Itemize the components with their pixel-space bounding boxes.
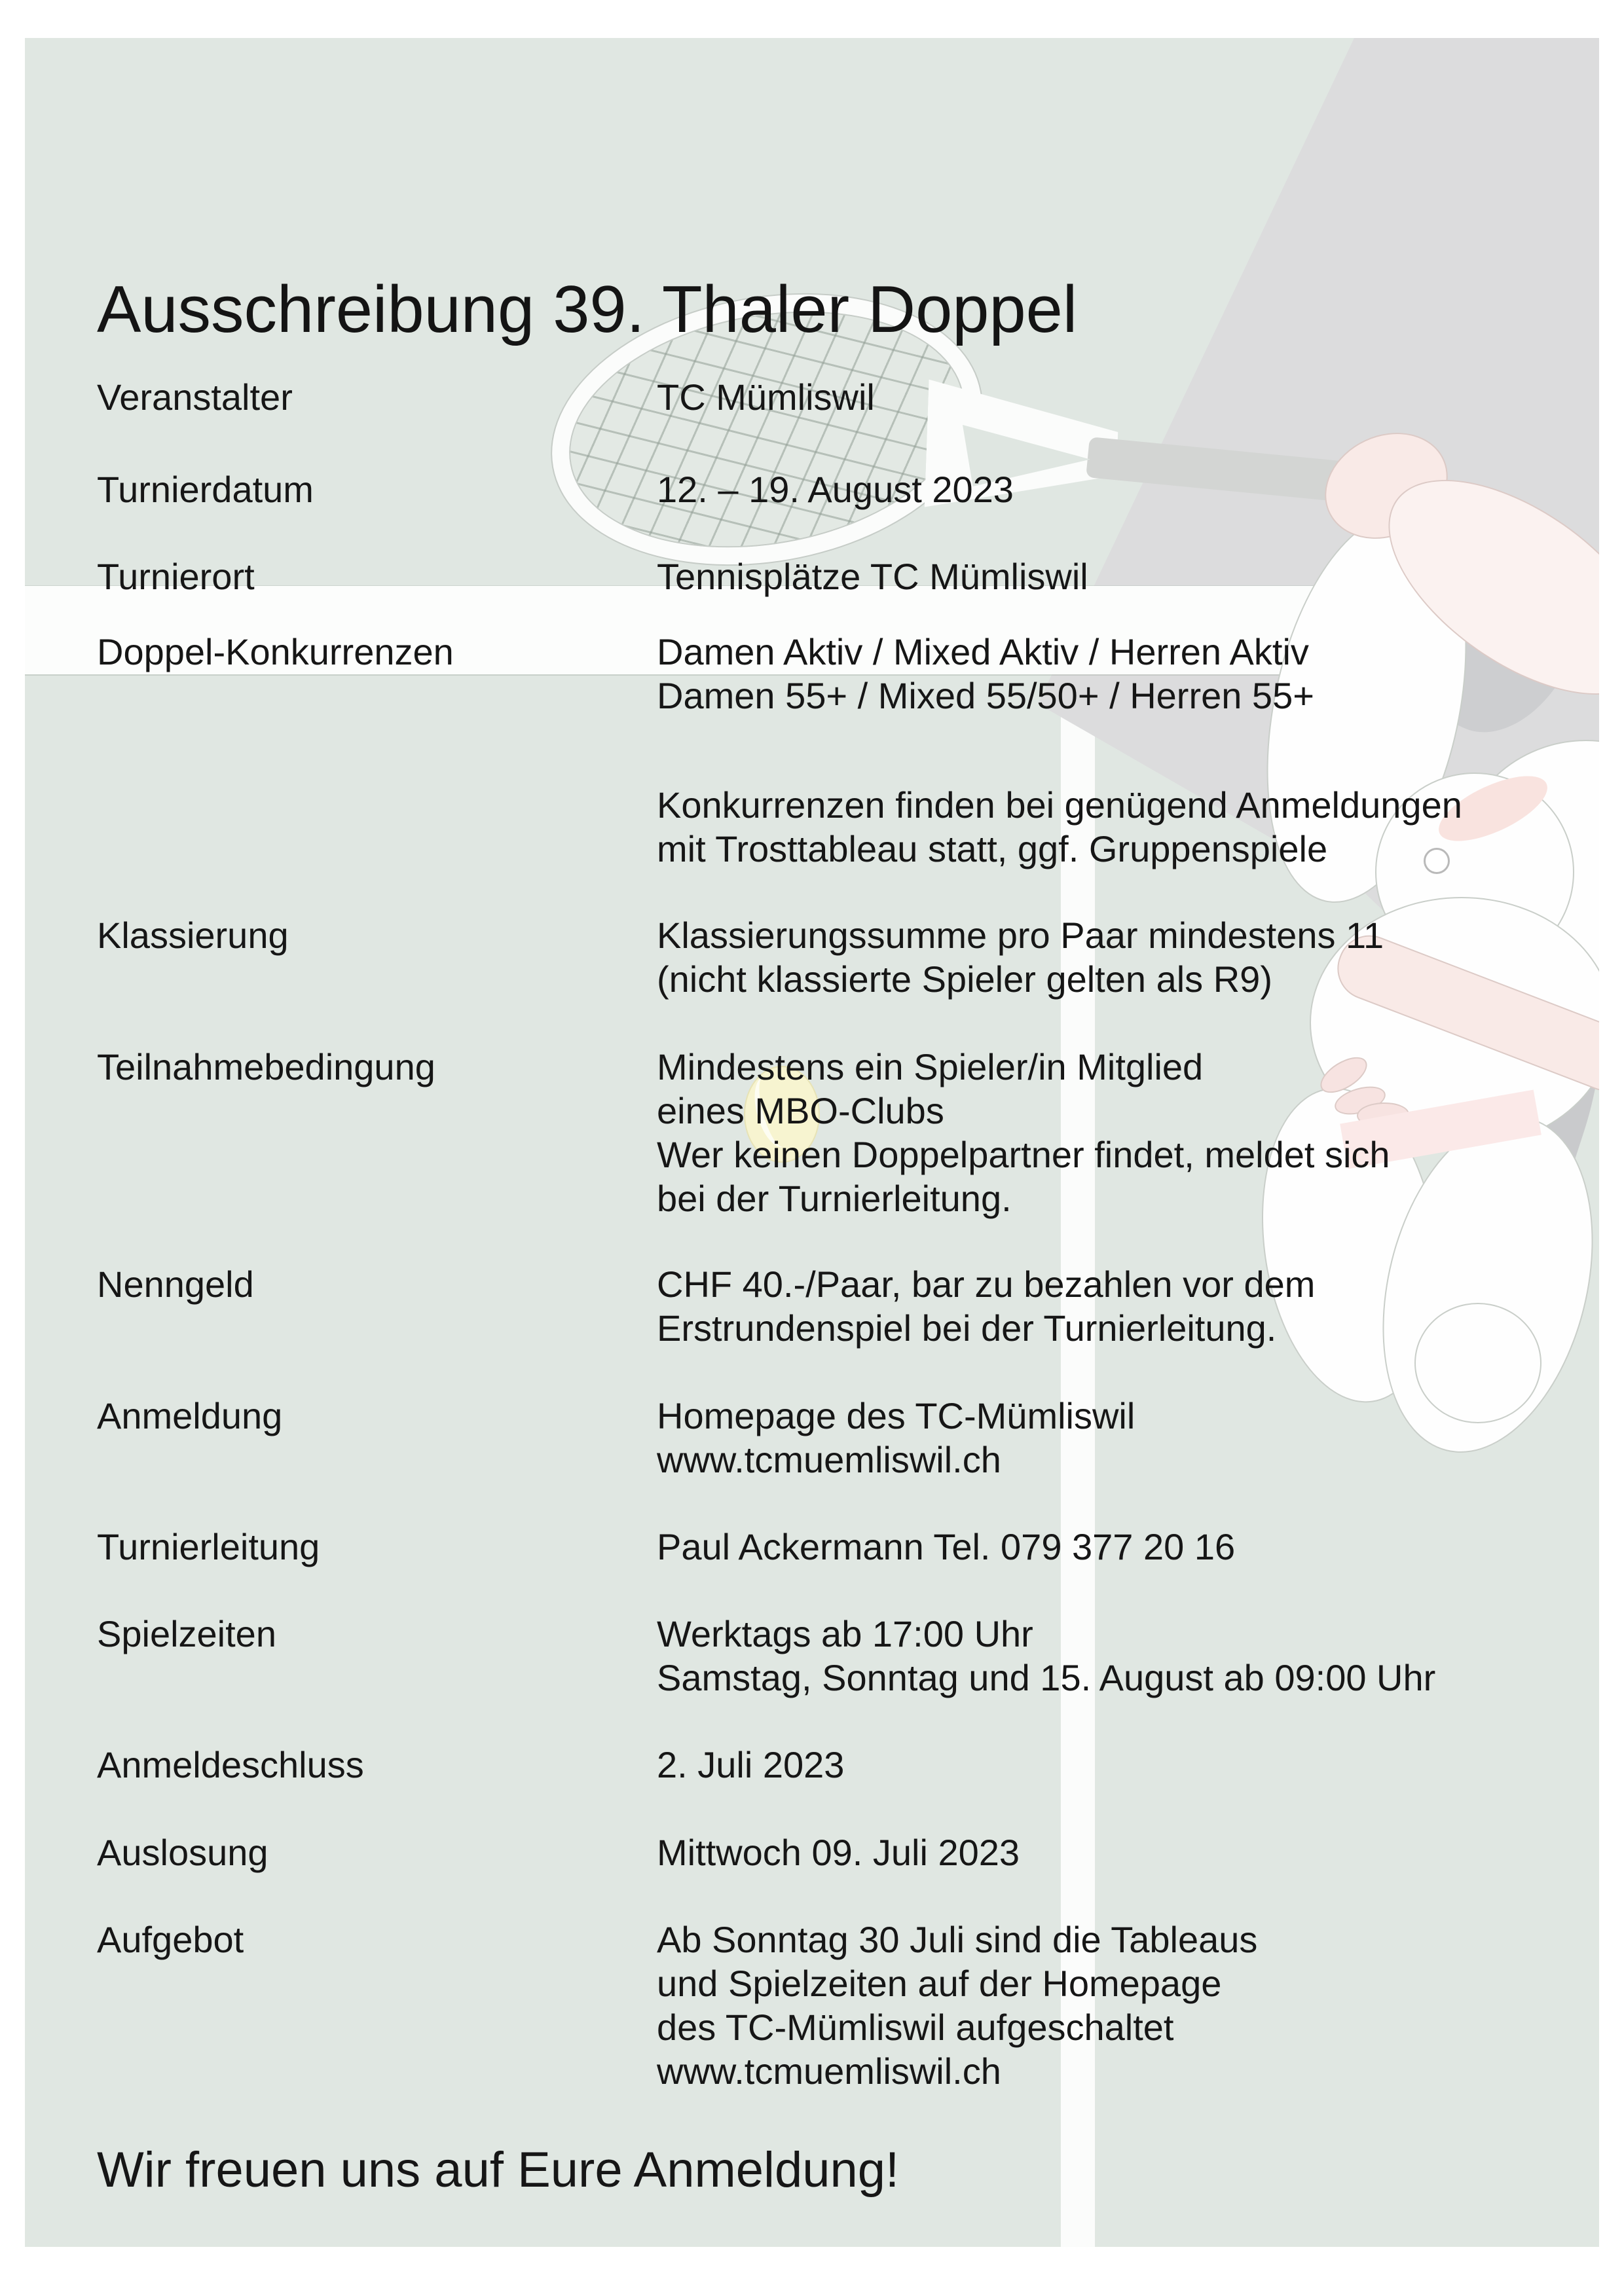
field-value: Erstrundenspiel bei der Turnierleitung. [657,1307,1277,1349]
field-value: Homepage des TC-Mümliswil [657,1395,1135,1436]
field-label: Anmeldeschluss [97,1744,364,1785]
field-value: Paul Ackermann Tel. 079 377 20 16 [657,1526,1236,1567]
field-value: 2. Juli 2023 [657,1744,845,1785]
field-value: Mindestens ein Spieler/in Mitglied [657,1046,1204,1087]
field-value: 12. – 19. August 2023 [657,469,1014,510]
field-label: Anmeldung [97,1395,283,1436]
field-value: Klassierungssumme pro Paar mindestens 11 [657,915,1384,956]
field-value: Konkurrenzen finden bei genügend Anmeldungen [657,784,1462,826]
closing-message: Wir freuen uns auf Eure Anmeldung! [97,2142,900,2198]
field-label: Turnierleitung [97,1526,320,1567]
field-value: des TC-Mümliswil aufgeschaltet [657,2007,1174,2048]
field-value: Ab Sonntag 30 Juli sind die Tableaus [657,1919,1258,1960]
field-label: Veranstalter [97,376,293,418]
field-value: Damen Aktiv / Mixed Aktiv / Herren Aktiv [657,631,1309,672]
field-value: Tennisplätze TC Mümliswil [657,556,1088,597]
field-value: mit Trosttableau statt, ggf. Gruppenspiele [657,828,1328,869]
field-value: Damen 55+ / Mixed 55/50+ / Herren 55+ [657,675,1314,716]
field-value: TC Mümliswil [657,376,875,418]
field-label: Teilnahmebedingung [97,1046,435,1087]
website-url: www.tcmuemliswil.ch [657,2050,1001,2092]
field-value: (nicht klassierte Spieler gelten als R9) [657,958,1272,1000]
player-shoe-illustration [1414,1303,1541,1423]
page-title: Ausschreibung 39. Thaler Doppel [97,272,1078,346]
field-label: Auslosung [97,1832,268,1873]
field-value: Samstag, Sonntag und 15. August ab 09:00 Uhr [657,1657,1436,1698]
field-value: Mittwoch 09. Juli 2023 [657,1832,1020,1873]
field-value: bei der Turnierleitung. [657,1178,1012,1219]
field-label: Doppel-Konkurrenzen [97,631,454,672]
field-value: und Spielzeiten auf der Homepage [657,1963,1222,2004]
field-label: Turnierdatum [97,469,314,510]
field-value: eines MBO-Clubs [657,1090,944,1131]
website-url: www.tcmuemliswil.ch [657,1439,1001,1480]
field-value: Wer keinen Doppelpartner findet, meldet sich [657,1134,1390,1175]
field-label: Aufgebot [97,1919,244,1960]
field-value: CHF 40.-/Paar, bar zu bezahlen vor dem [657,1264,1316,1305]
field-label: Nenngeld [97,1264,254,1305]
field-label: Turnierort [97,556,255,597]
field-label: Spielzeiten [97,1613,276,1654]
field-value: Werktags ab 17:00 Uhr [657,1613,1033,1654]
field-label: Klassierung [97,915,289,956]
